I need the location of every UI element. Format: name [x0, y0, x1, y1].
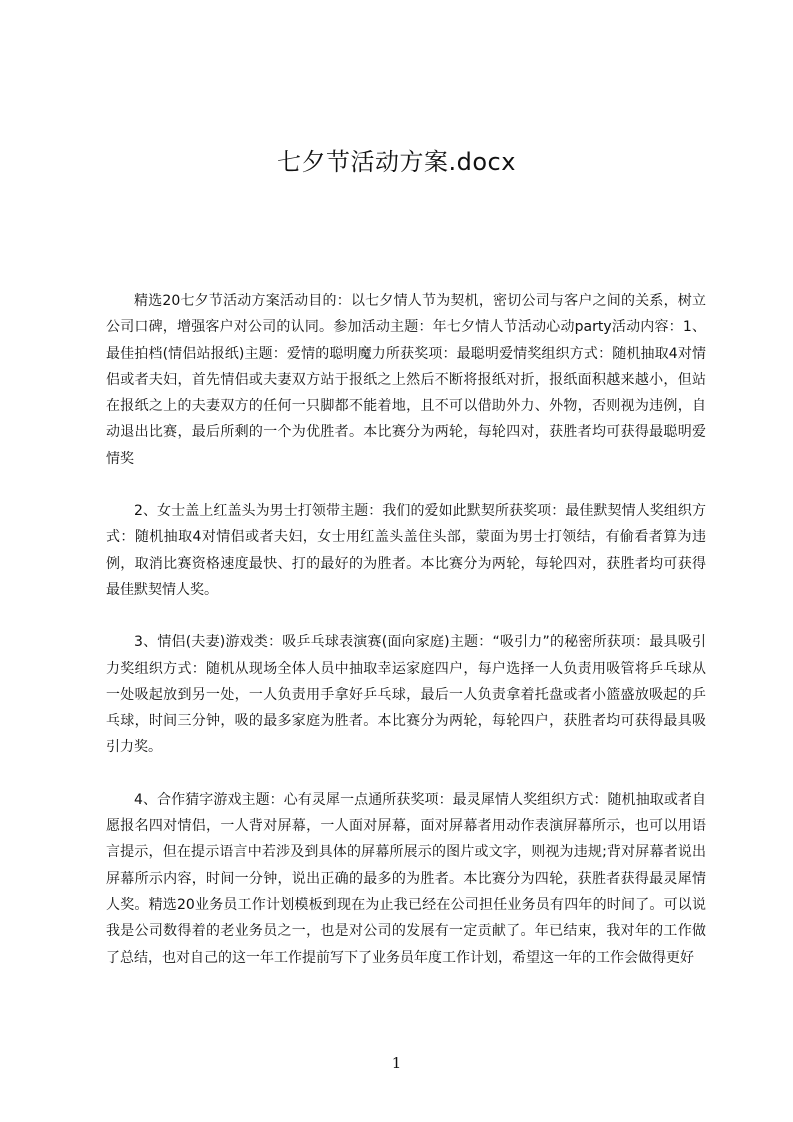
paragraph-1: 精选20七夕节活动方案活动目的：以七夕情人节为契机，密切公司与客户之间的关系，树立公司口碑，增强客户对公司的认同。参加活动主题：年七夕情人节活动心动party活动内容：1、最佳拍档(情侣站报纸)主题：爱情的聪明魔力所获奖项：最聪明爱情奖组织方式：随机抽取4对情侣或者夫妇，首先情侣或夫妻双方站于报纸之上然后不断将报纸对折，报纸面积越来越小，但站在报纸之上的夫妻双方的任何一只脚都不能着地，且不可以借助外力、外物，否则视为违例，自动退出比赛，最后所剩的一个为优胜者。本比赛分为两轮，每轮四对，获胜者均可获得最聪明爱情奖 — [106, 293, 706, 467]
document-title: 七夕节活动方案.docx — [277, 148, 516, 176]
document-body — [106, 288, 706, 971]
paragraph-3: 3、情侣(夫妻)游戏类：吸乒乓球表演赛(面向家庭)主题：“吸引力”的秘密所获项：最具吸引力奖组织方式：随机从现场全体人员中抽取幸运家庭四户，每户选择一人负责用吸管将乒乓球从一处吸起放到另一处，一人负责用手拿好乒乓球，最后一人负责拿着托盘或者小篮盛放吸起的乒乓球，时间三分钟，吸的最多家庭为胜者。本比赛分为两轮，每轮四户，获胜者均可获得最具吸引力奖。 — [106, 634, 706, 756]
page-number: 1 — [391, 1054, 402, 1072]
paragraph-2: 2、女士盖上红盖头为男士打领带主题：我们的爱如此默契所获奖项：最佳默契情人奖组织方式：随机抽取4对情侣或者夫妇，女士用红盖头盖住头部，蒙面为男士打领结，有偷看者算为违例，取消比赛资格速度最快、打的最好的为胜者。本比赛分为两轮，每轮四对，获胜者均可获得最佳默契情人奖。 — [106, 503, 706, 598]
paragraph-4: 4、合作猜字游戏主题：心有灵犀一点通所获奖项：最灵犀情人奖组织方式：随机抽取或者自愿报名四对情侣，一人背对屏幕，一人面对屏幕，面对屏幕者用动作表演屏幕所示，也可以用语言提示，但在提示语言中若涉及到具体的屏幕所展示的图片或文字，则视为违规;背对屏幕者说出屏幕所示内容，时间一分钟，说出正确的最多的为胜者。本比赛分为四轮，获胜者获得最灵犀情人奖。精选20业务员工作计划模板到现在为止我已经在公司担任业务员有四年的时间了。可以说我是公司数得着的老业务员之一，也是对公司的发展有一定贡献了。年已结束，我对年的工作做了总结，也对自己的这一年工作提前写下了业务员年度工作计划，希望这一年的工作会做得更好 — [106, 791, 706, 966]
